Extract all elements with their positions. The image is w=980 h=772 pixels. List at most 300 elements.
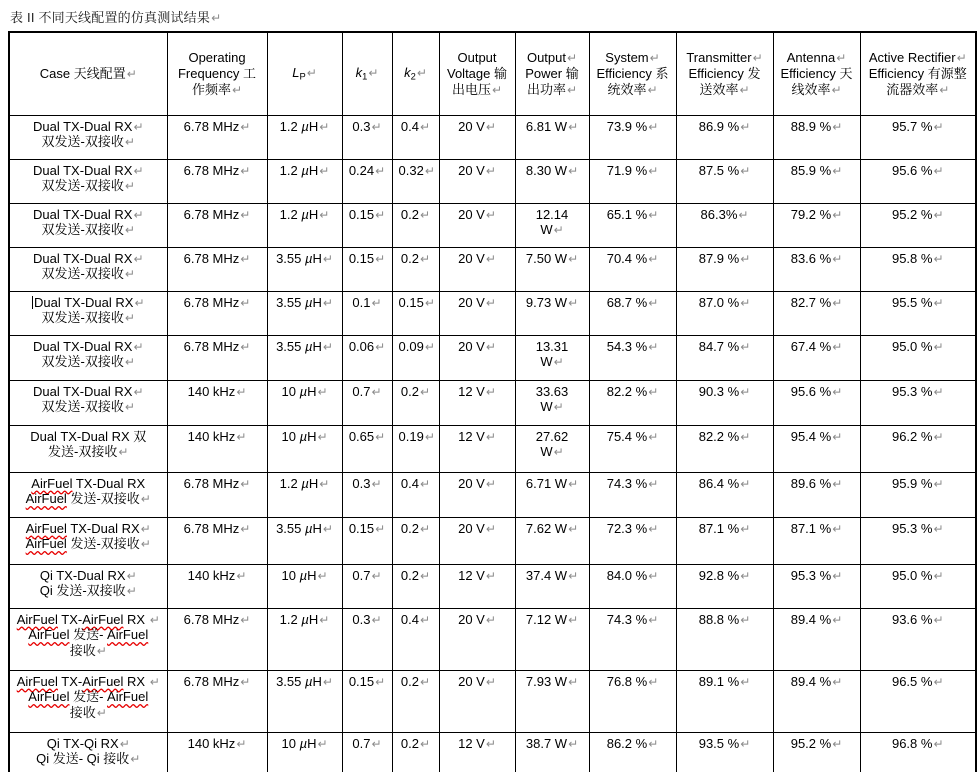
cell-vout[interactable] (439, 380, 515, 425)
paragraph-mark-icon: ↵ (236, 736, 247, 751)
cell-pout[interactable] (515, 670, 589, 732)
cell-ant[interactable] (773, 380, 860, 425)
table-header (9, 32, 976, 115)
header-tx[interactable] (676, 32, 773, 115)
text-line: 0.2↵ (400, 520, 431, 536)
text-line: 93.5 %↵ (698, 735, 751, 751)
text-line: 3.55 µH↵ (276, 250, 333, 266)
text-line: Output↵ (526, 49, 578, 65)
cell-rect[interactable] (860, 564, 976, 608)
cell-k1[interactable] (342, 608, 392, 670)
paragraph-mark-icon: ↵ (124, 400, 135, 415)
cell-pout[interactable] (515, 425, 589, 472)
cell-lp[interactable] (267, 472, 342, 517)
cell-lp[interactable] (267, 380, 342, 425)
cell-ant[interactable] (773, 517, 860, 564)
text-line: 12 V↵ (458, 428, 496, 444)
cell-tx[interactable] (676, 564, 773, 608)
cell-pout[interactable] (515, 115, 589, 159)
cell-lp[interactable] (267, 291, 342, 335)
text-line: 0.2↵ (400, 383, 431, 399)
text-line: 10 µH↵ (281, 428, 328, 444)
cell-tx[interactable] (676, 517, 773, 564)
cell-sys[interactable] (589, 380, 676, 425)
cell-rect[interactable] (860, 291, 976, 335)
cell-freq[interactable] (167, 247, 267, 291)
cell-lp[interactable] (267, 670, 342, 732)
cell-ant[interactable] (773, 564, 860, 608)
cell-k2[interactable] (392, 335, 439, 380)
paragraph-mark-icon: ↵ (420, 612, 431, 627)
cell-vout[interactable] (439, 291, 515, 335)
cell-freq[interactable] (167, 472, 267, 517)
cell-k1[interactable] (342, 425, 392, 472)
text-line: 0.2↵ (400, 206, 431, 222)
text-line: 12.14 (535, 206, 569, 222)
text-line: 7.12 W↵ (525, 611, 579, 627)
header-pout[interactable] (515, 32, 589, 115)
cell-tx[interactable] (676, 159, 773, 203)
cell-tx[interactable] (676, 380, 773, 425)
text-line: 6.78 MHz↵ (183, 250, 251, 266)
cell-tx[interactable] (676, 115, 773, 159)
cell-pout[interactable] (515, 517, 589, 564)
text-line: 0.15↵ (348, 520, 386, 536)
text-line: 90.3 %↵ (698, 383, 751, 399)
cell-rect[interactable] (860, 159, 976, 203)
italic-text: µ (304, 294, 313, 310)
paragraph-mark-icon: ↵ (553, 400, 564, 415)
table-row (9, 335, 976, 380)
paragraph-mark-icon: ↵ (933, 251, 944, 266)
cell-pout[interactable] (515, 380, 589, 425)
cell-ant[interactable] (773, 425, 860, 472)
cell-rect[interactable] (860, 335, 976, 380)
cell-pout[interactable] (515, 247, 589, 291)
spellcheck-underlined-text: AirFuel (82, 611, 124, 627)
cell-pout[interactable] (515, 732, 589, 772)
cell-freq[interactable] (167, 335, 267, 380)
paragraph-mark-icon: ↵ (933, 476, 944, 491)
paragraph-mark-icon: ↵ (933, 568, 944, 583)
cell-ant[interactable] (773, 335, 860, 380)
cell-k2[interactable] (392, 203, 439, 247)
text-line: W↵ (540, 222, 564, 238)
paragraph-mark-icon: ↵ (740, 429, 751, 444)
cell-k1[interactable] (342, 670, 392, 732)
cell-vout[interactable] (439, 335, 515, 380)
cell-tx[interactable] (676, 732, 773, 772)
text-line: 89.6 %↵ (790, 475, 843, 491)
text-line: W↵ (540, 399, 564, 415)
paragraph-mark-icon: ↵ (319, 612, 330, 627)
paragraph-mark-icon: ↵ (240, 119, 251, 134)
header-k2[interactable] (392, 32, 439, 115)
paragraph-mark-icon: ↵ (375, 207, 386, 222)
cell-freq[interactable] (167, 291, 267, 335)
paragraph-mark-icon: ↵ (740, 736, 751, 751)
paragraph-mark-icon: ↵ (420, 119, 431, 134)
cell-lp[interactable] (267, 564, 342, 608)
cell-sys[interactable] (589, 564, 676, 608)
paragraph-mark-icon: ↵ (240, 612, 251, 627)
cell-k2[interactable] (392, 247, 439, 291)
text-line: 双发送-双接收↵ (41, 354, 135, 370)
text-line: Dual TX-Dual RX↵ (32, 206, 144, 222)
paragraph-mark-icon: ↵ (832, 295, 843, 310)
paragraph-mark-icon: ↵ (124, 311, 135, 326)
cell-freq[interactable] (167, 670, 267, 732)
spellcheck-underlined-text: AirFuel (25, 491, 67, 507)
cell-tx[interactable] (676, 291, 773, 335)
text-line: 3.55 µH↵ (276, 673, 333, 689)
paragraph-mark-icon: ↵ (420, 674, 431, 689)
cell-freq[interactable] (167, 380, 267, 425)
cell-tx[interactable] (676, 472, 773, 517)
cell-sys[interactable] (589, 670, 676, 732)
header-freq[interactable] (167, 32, 267, 115)
cell-pout[interactable] (515, 564, 589, 608)
text-line: 82.7 %↵ (790, 294, 843, 310)
text-line: Case 天线配置↵ (39, 65, 137, 81)
header-ant[interactable] (773, 32, 860, 115)
italic-text: µ (299, 567, 308, 583)
text-line: Efficiency 发送效率↵ (688, 65, 761, 97)
text-line: 1.2 µH↵ (279, 475, 330, 491)
cell-case[interactable] (9, 380, 167, 425)
paragraph-mark-icon: ↵ (649, 50, 660, 65)
paragraph-mark-icon: ↵ (236, 429, 247, 444)
spellcheck-underlined-text: AirFuel (16, 673, 58, 689)
cell-ant[interactable] (773, 159, 860, 203)
paragraph-mark-icon: ↵ (740, 295, 751, 310)
paragraph-mark-icon: ↵ (553, 445, 564, 460)
cell-tx[interactable] (676, 335, 773, 380)
paragraph-mark-icon: ↵ (149, 612, 160, 627)
cell-vout[interactable] (439, 203, 515, 247)
text-line: 双发送-双接收↵ (41, 178, 135, 194)
text-line: 20 V↵ (458, 520, 496, 536)
cell-tx[interactable] (676, 247, 773, 291)
cell-k2[interactable] (392, 608, 439, 670)
cell-case[interactable] (9, 564, 167, 608)
paragraph-mark-icon: ↵ (738, 207, 749, 222)
cell-pout[interactable] (515, 203, 589, 247)
cell-freq[interactable] (167, 115, 267, 159)
cell-vout[interactable] (439, 517, 515, 564)
header-vout[interactable] (439, 32, 515, 115)
cell-k2[interactable] (392, 472, 439, 517)
paragraph-mark-icon: ↵ (371, 295, 382, 310)
paragraph-mark-icon: ↵ (648, 339, 659, 354)
cell-lp[interactable] (267, 425, 342, 472)
text-line: 双发送-双接收↵ (41, 266, 135, 282)
cell-k1[interactable] (342, 472, 392, 517)
cell-k2[interactable] (392, 517, 439, 564)
paragraph-mark-icon: ↵ (322, 295, 333, 310)
text-line: Qi 发送- Qi 接收↵ (36, 751, 141, 767)
cell-lp[interactable] (267, 203, 342, 247)
cell-sys[interactable] (589, 247, 676, 291)
text-line: 87.1 %↵ (698, 520, 751, 536)
text-line: Output Voltage 输出电压↵ (447, 49, 507, 97)
cell-pout[interactable] (515, 159, 589, 203)
text-line (274, 65, 336, 83)
cell-vout[interactable] (439, 115, 515, 159)
cell-tx[interactable] (676, 425, 773, 472)
cell-k2[interactable] (392, 159, 439, 203)
cell-k1[interactable] (342, 159, 392, 203)
cell-rect[interactable] (860, 203, 976, 247)
text-line: 接收↵ (69, 705, 107, 721)
cell-freq[interactable] (167, 564, 267, 608)
paragraph-mark-icon: ↵ (375, 429, 386, 444)
paragraph-mark-icon: ↵ (485, 568, 496, 583)
cell-k1[interactable] (342, 517, 392, 564)
text-line: 10 µH↵ (281, 735, 328, 751)
paragraph-mark-icon: ↵ (832, 429, 843, 444)
paragraph-mark-icon: ↵ (933, 207, 944, 222)
cell-lp[interactable] (267, 247, 342, 291)
cell-k1[interactable] (342, 291, 392, 335)
paragraph-mark-icon: ↵ (491, 82, 503, 97)
text-line: System↵ (605, 49, 660, 65)
cell-vout[interactable] (439, 732, 515, 772)
cell-tx[interactable] (676, 670, 773, 732)
cell-rect[interactable] (860, 732, 976, 772)
cell-case[interactable] (9, 247, 167, 291)
cell-k1[interactable] (342, 335, 392, 380)
header-sys[interactable] (589, 32, 676, 115)
cell-k2[interactable] (392, 425, 439, 472)
paragraph-mark-icon: ↵ (485, 207, 496, 222)
text-line: 6.78 MHz↵ (183, 520, 251, 536)
cell-case[interactable] (9, 159, 167, 203)
cell-k2[interactable] (392, 564, 439, 608)
cell-vout[interactable] (439, 247, 515, 291)
text-line: 75.4 %↵ (606, 428, 659, 444)
cell-ant[interactable] (773, 732, 860, 772)
cell-rect[interactable] (860, 670, 976, 732)
cell-rect[interactable] (860, 472, 976, 517)
subscript-text: 2 (410, 71, 416, 82)
cell-k2[interactable] (392, 670, 439, 732)
table-row (9, 115, 976, 159)
cell-k2[interactable] (392, 380, 439, 425)
cell-case[interactable] (9, 517, 167, 564)
cell-k1[interactable] (342, 115, 392, 159)
cell-case[interactable] (9, 425, 167, 472)
header-k1[interactable] (342, 32, 392, 115)
cell-k1[interactable] (342, 203, 392, 247)
text-line: 6.78 MHz↵ (183, 206, 251, 222)
cell-freq[interactable] (167, 425, 267, 472)
cell-k1[interactable] (342, 732, 392, 772)
paragraph-mark-icon: ↵ (124, 179, 135, 194)
text-line: 0.3↵ (352, 475, 382, 491)
cell-k2[interactable] (392, 291, 439, 335)
cell-freq[interactable] (167, 608, 267, 670)
cell-lp[interactable] (267, 159, 342, 203)
cell-k2[interactable] (392, 732, 439, 772)
text-line: Qi TX-Dual RX↵ (39, 567, 137, 583)
cell-ant[interactable] (773, 608, 860, 670)
cell-ant[interactable] (773, 291, 860, 335)
text-line: Dual TX-Dual RX↵ (32, 338, 144, 354)
header-lp[interactable] (267, 32, 342, 115)
cell-lp[interactable] (267, 115, 342, 159)
spellcheck-underlined-text: AirFuel (107, 689, 149, 705)
paragraph-mark-icon: ↵ (420, 476, 431, 491)
text-line: 93.6 %↵ (891, 611, 944, 627)
cell-sys[interactable] (589, 291, 676, 335)
paragraph-mark-icon: ↵ (317, 429, 328, 444)
paragraph-mark-icon: ↵ (832, 339, 843, 354)
cell-case[interactable] (9, 335, 167, 380)
cell-sys[interactable] (589, 425, 676, 472)
cell-freq[interactable] (167, 732, 267, 772)
text-line: 95.8 %↵ (891, 250, 944, 266)
header-rect[interactable] (860, 32, 976, 115)
paragraph-mark-icon: ↵ (832, 384, 843, 399)
paragraph-mark-icon: ↵ (371, 384, 382, 399)
text-line: Dual TX-Dual RX↵ (32, 162, 144, 178)
cell-lp[interactable] (267, 517, 342, 564)
text-line: Efficiency 系统效率↵ (596, 65, 669, 97)
cell-freq[interactable] (167, 159, 267, 203)
paragraph-mark-icon: ↵ (124, 223, 135, 238)
cell-sys[interactable] (589, 203, 676, 247)
cell-freq[interactable] (167, 517, 267, 564)
cell-rect[interactable] (860, 247, 976, 291)
text-line: 74.3 %↵ (606, 611, 659, 627)
cell-rect[interactable] (860, 517, 976, 564)
paragraph-mark-icon: ↵ (371, 612, 382, 627)
text-line: 96.8 %↵ (891, 735, 944, 751)
paragraph-mark-icon: ↵ (553, 223, 564, 238)
text-line: 0.7↵ (352, 735, 382, 751)
cell-tx[interactable] (676, 608, 773, 670)
paragraph-mark-icon: ↵ (240, 339, 251, 354)
cell-sys[interactable] (589, 159, 676, 203)
text-line: 3.55 µH↵ (276, 294, 333, 310)
cell-sys[interactable] (589, 335, 676, 380)
cell-pout[interactable] (515, 291, 589, 335)
cell-sys[interactable] (589, 517, 676, 564)
cell-k2[interactable] (392, 115, 439, 159)
cell-ant[interactable] (773, 670, 860, 732)
cell-k1[interactable] (342, 564, 392, 608)
cell-vout[interactable] (439, 564, 515, 608)
cell-vout[interactable] (439, 425, 515, 472)
paragraph-mark-icon: ↵ (566, 82, 578, 97)
text-line: 96.2 %↵ (891, 428, 944, 444)
text-line: 140 kHz↵ (187, 383, 247, 399)
cell-case[interactable] (9, 472, 167, 517)
paragraph-mark-icon: ↵ (647, 82, 658, 97)
paragraph-mark-icon: ↵ (424, 295, 435, 310)
cell-rect[interactable] (860, 425, 976, 472)
paragraph-mark-icon: ↵ (424, 339, 435, 354)
cell-k1[interactable] (342, 247, 392, 291)
cell-pout[interactable] (515, 335, 589, 380)
paragraph-mark-icon: ↵ (648, 119, 659, 134)
header-row (9, 32, 976, 115)
table-row (9, 425, 976, 472)
text-line: Efficiency 有源整流器效率↵ (868, 65, 967, 97)
cell-sys[interactable] (589, 115, 676, 159)
cell-k1[interactable] (342, 380, 392, 425)
page-title[interactable]: 表 II 不同天线配置的仿真测试结果↵ (10, 10, 222, 25)
text-line: 74.3 %↵ (606, 475, 659, 491)
paragraph-mark-icon: ↵ (933, 384, 944, 399)
paragraph-mark-icon: ↵ (371, 119, 382, 134)
cell-vout[interactable] (439, 608, 515, 670)
text-line: 6.78 MHz↵ (183, 673, 251, 689)
text-line: 7.50 W↵ (525, 250, 579, 266)
text-cursor (32, 296, 33, 309)
text-line: 95.0 %↵ (891, 567, 944, 583)
paragraph-mark-icon: ↵ (322, 674, 333, 689)
cell-tx[interactable] (676, 203, 773, 247)
cell-ant[interactable] (773, 247, 860, 291)
paragraph-mark-icon: ↵ (140, 537, 151, 552)
paragraph-mark-icon: ↵ (124, 355, 135, 370)
cell-lp[interactable] (267, 608, 342, 670)
paragraph-mark-icon: ↵ (740, 521, 751, 536)
cell-case[interactable] (9, 732, 167, 772)
cell-vout[interactable] (439, 670, 515, 732)
cell-ant[interactable] (773, 115, 860, 159)
cell-freq[interactable] (167, 203, 267, 247)
header-case[interactable] (9, 32, 167, 115)
cell-rect[interactable] (860, 608, 976, 670)
cell-case[interactable] (9, 608, 167, 670)
cell-ant[interactable] (773, 472, 860, 517)
cell-case[interactable] (9, 291, 167, 335)
text-line: 87.5 %↵ (698, 162, 751, 178)
paragraph-mark-icon: ↵ (375, 163, 386, 178)
cell-case[interactable] (9, 670, 167, 732)
paragraph-mark-icon: ↵ (119, 736, 130, 751)
cell-sys[interactable] (589, 472, 676, 517)
cell-lp[interactable] (267, 732, 342, 772)
cell-rect[interactable] (860, 380, 976, 425)
paragraph-mark-icon: ↵ (96, 706, 107, 721)
paragraph-mark-icon: ↵ (933, 119, 944, 134)
cell-pout[interactable] (515, 608, 589, 670)
text-line: 0.06↵ (348, 338, 386, 354)
paragraph-mark-icon: ↵ (568, 612, 579, 627)
cell-rect[interactable] (860, 115, 976, 159)
cell-sys[interactable] (589, 608, 676, 670)
paragraph-mark-icon: ↵ (118, 445, 129, 460)
text-line: Dual TX-Dual RX↵ (32, 118, 144, 134)
text-line: 0.15↵ (348, 250, 386, 266)
cell-vout[interactable] (439, 472, 515, 517)
cell-ant[interactable] (773, 203, 860, 247)
cell-case[interactable] (9, 115, 167, 159)
paragraph-mark-icon: ↵ (933, 674, 944, 689)
paragraph-mark-icon: ↵ (933, 429, 944, 444)
cell-sys[interactable] (589, 732, 676, 772)
cell-pout[interactable] (515, 472, 589, 517)
spellcheck-underlined-text: AirFuel (28, 627, 70, 643)
cell-case[interactable] (9, 203, 167, 247)
cell-vout[interactable] (439, 159, 515, 203)
cell-lp[interactable] (267, 335, 342, 380)
spellcheck-underlined-text: AirFuel (82, 673, 124, 689)
